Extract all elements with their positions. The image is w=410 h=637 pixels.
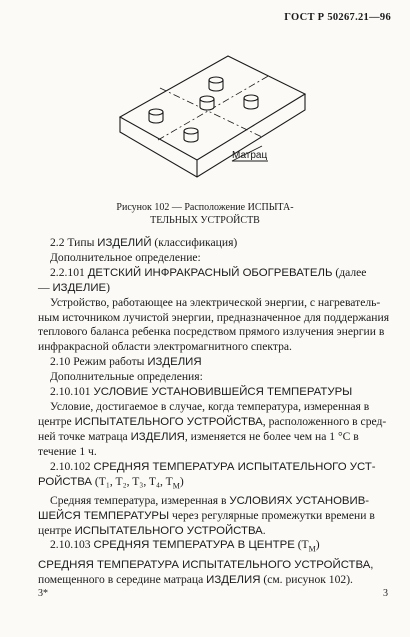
paragraph-text: Устройство, работающее на электрической энергии, с нагреватель- [50, 295, 381, 309]
section-2-2: 2.2 Типы ИЗДЕЛИЙ (классификация) [50, 236, 238, 249]
term-2-2-101: 2.2.101 ДЕТСКИЙ ИНФРАКРАСНЫЙ ОБОГРЕВАТЕЛЬ (далее [50, 265, 367, 279]
test-device-4 [184, 128, 198, 142]
term-2-10-103: 2.10.103 СРЕДНЯЯ ТЕМПЕРАТУРА В ЦЕНТРЕ $(T_M)$ [50, 538, 320, 554]
section-2-10: 2.10 Режим работы ИЗДЕЛИЯ [50, 355, 202, 369]
test-device-3 [149, 109, 163, 123]
document-body: 2.2 Типы ИЗДЕЛИЙ (классификация) Дополнительное определение: 2.2.101 ДЕТСКИЙ ИНФРАКРАСНЫЙ ОБОГРЕВАТЕЛЬ (далее — ИЗДЕЛИЕ) Устройство, работающее на электрической энергии, с нагреватель- ным источником лучистой энергии, предназначенное для поддержания теплового баланса ребенка посредством прямого излучения энергии в инфракрасной области электромагнитного спектра. 2.10 Режим работы ИЗДЕЛИЯ Дополнительные определения: 2.10.101 УСЛОВИЕ УСТАНОВИВШЕЙСЯ ТЕМПЕРАТУРЫ Условие, достигаемое в случае, когда температура, измеренная в центре ИСПЫТАТЕЛЬНОГО УСТРОЙСТВА, расположенного в сред- ней точке матраца ИЗДЕЛИЯ, изменяется не более чем на 1 °С в течение 1 ч. 2.10.102 СРЕДНЯЯ ТЕМПЕРАТУРА ИСПЫТАТЕЛЬНОГО УСТ- РОЙСТВА (T₁, T₂, T₃, T₄, $T_M$) Средняя температура, измеренная в УСЛОВИЯХ УСТАНОВИВ- ШЕЙСЯ ТЕМПЕРАТУРЫ через регулярные промежутки времени в центре ИСПЫТАТЕЛЬНОГО УСТРОЙСТВА. 2.10.103 СРЕДНЯЯ ТЕМПЕРАТУРА В ЦЕНТРЕ $(T_M)$ СРЕДНЯЯ ТЕМПЕРАТУРА ИСПЫТАТЕЛЬНОГО УСТРОЙСТВА, помещенного в середине матраца ИЗДЕЛИЯ (см. рисунок 102). [38, 236, 390, 586]
test-device-1 [209, 77, 223, 91]
figure-caption: Рисунок 102 — Расположение ИСПЫТА- ТЕЛЬНЫХ УСТРОЙСТВ [116, 202, 294, 226]
standard-header: ГОСТ Р 50267.21—96 [284, 12, 391, 23]
term-2-10-101: 2.10.101 УСЛОВИЕ УСТАНОВИВШЕЙСЯ ТЕМПЕРАТУРЫ [50, 385, 353, 399]
callout-label: Матрац [232, 150, 268, 161]
test-device-2 [244, 95, 258, 109]
term-2-10-102: 2.10.102 СРЕДНЯЯ ТЕМПЕРАТУРА ИСПЫТАТЕЛЬНОГО УСТ- [50, 459, 376, 473]
test-device-centre [200, 96, 214, 110]
additional-definition: Дополнительное определение: [50, 250, 201, 264]
page-number: 3 [383, 588, 388, 599]
footer-signature-mark: 3* [38, 588, 48, 599]
figure-102 [0, 0, 410, 210]
